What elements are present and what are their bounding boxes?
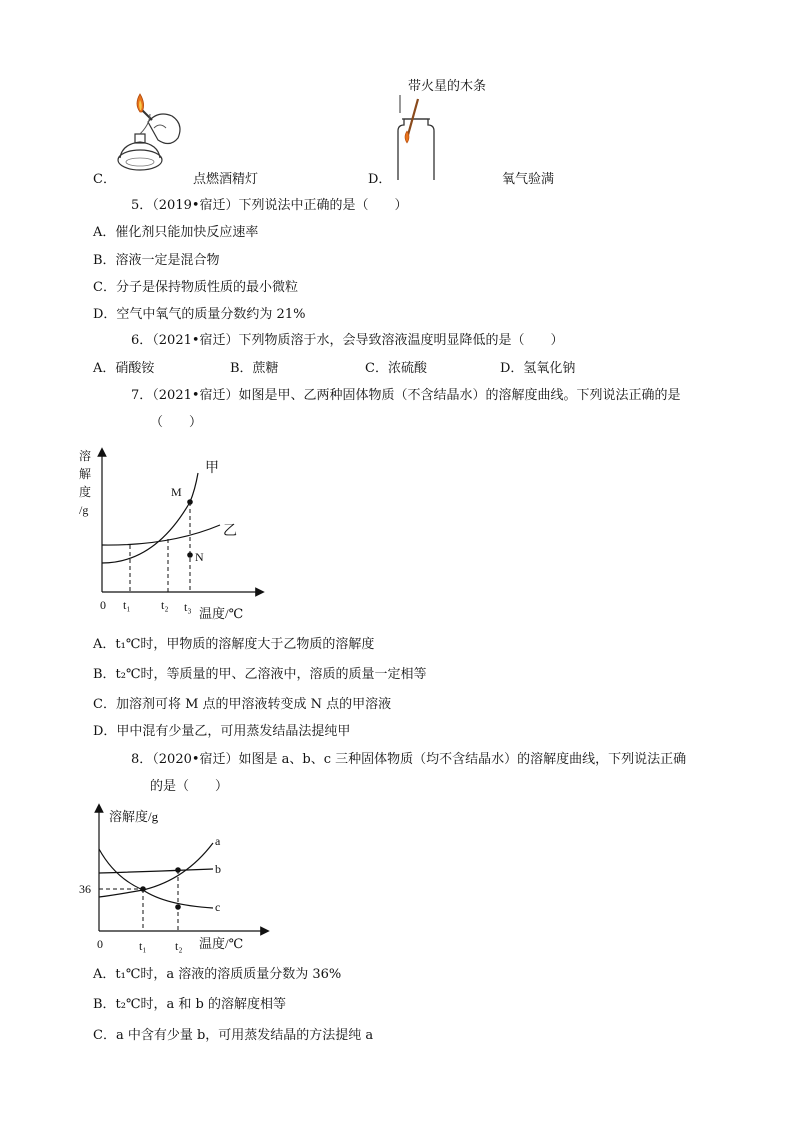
q7-tick-t1: t₁: [123, 598, 131, 612]
q5-option-d: D．空气中氧气的质量分数约为 21%: [93, 307, 306, 322]
q7-y-label-3: 度: [79, 485, 92, 499]
q7-y-label-1: 溶: [79, 449, 92, 463]
q8-x-label: 温度/℃: [199, 936, 244, 951]
q8-solubility-graph: [75, 803, 275, 958]
q8-curve-label-c: c: [215, 900, 221, 914]
q8-tick-t2: t₂: [175, 939, 183, 953]
q7-curve-label-yi: 乙: [223, 524, 237, 539]
q7-option-c: C．加溶剂可将 M 点的甲溶液转变成 N 点的甲溶液: [93, 697, 392, 712]
q7-y-label-2: 解: [79, 467, 92, 481]
q5-option-a: A．催化剂只能加快反应速率: [93, 225, 259, 240]
q7-curve-label-jia: 甲: [205, 461, 219, 476]
q7-stem-line1: 7．（2021•宿迁）如图是甲、乙两种固体物质（不含结晶水）的溶解度曲线。下列说法正确的是: [131, 388, 681, 403]
q8-tick-t1: t₁: [139, 939, 147, 953]
q8-stem-line2: 的是（ ）: [150, 779, 229, 794]
q5-option-b: B．溶液一定是混合物: [93, 253, 220, 268]
q8-curve-label-a: a: [215, 834, 221, 848]
q7-tick-t2: t₂: [161, 598, 169, 612]
q8-y-label: 溶解度/g: [109, 809, 159, 824]
q8-stem-line1: 8．（2020•宿迁）如图是 a、b、c 三种固体物质（均不含结晶水）的溶解度曲线，下列说法正确: [131, 752, 687, 767]
q8-option-a: A．t₁℃时，a 溶液的溶质质量分数为 36%: [93, 967, 342, 982]
q4-option-d-letter: D．: [368, 172, 392, 187]
oxygen-full-test-figure: [392, 95, 442, 185]
q5-option-c: C．分子是保持物质性质的最小微粒: [93, 280, 298, 295]
q6-option-b: B．蔗糖: [230, 361, 279, 376]
q7-point-m: M: [171, 485, 182, 499]
q4-option-c-caption: 点燃酒精灯: [193, 172, 259, 187]
q8-curve-label-b: b: [215, 862, 221, 876]
q4-option-d-caption: 氧气验满: [502, 172, 555, 187]
q8-y-value-36: 36: [79, 882, 91, 896]
q5-stem: 5．（2019•宿迁）下列说法中正确的是（ ）: [131, 198, 408, 213]
q7-option-a: A．t₁℃时，甲物质的溶解度大于乙物质的溶解度: [93, 637, 375, 652]
q7-stem-line2: （ ）: [150, 415, 203, 430]
q4-option-c-letter: C．: [93, 172, 116, 187]
q6-stem: 6．（2021•宿迁）下列物质溶于水，会导致溶液温度明显降低的是（ ）: [131, 333, 564, 348]
q7-option-b: B．t₂℃时，等质量的甲、乙溶液中，溶质的质量一定相等: [93, 667, 427, 682]
q7-tick-t3: t₃: [184, 600, 192, 614]
q7-option-d: D．甲中混有少量乙，可用蒸发结晶法提纯甲: [93, 724, 351, 739]
q7-origin: 0: [100, 598, 106, 612]
q7-y-label-4: /g: [79, 503, 89, 517]
q6-option-c: C．浓硫酸: [365, 361, 427, 376]
q4-option-d-top-label: 带火星的木条: [408, 79, 487, 94]
q8-origin: 0: [97, 937, 103, 951]
q6-option-a: A．硝酸铵: [93, 361, 155, 376]
q8-option-b: B．t₂℃时，a 和 b 的溶解度相等: [93, 997, 287, 1012]
q7-solubility-graph: [75, 440, 275, 625]
alcohol-lamp-lighting-figure: [110, 92, 200, 182]
q6-option-d: D．氢氧化钠: [500, 361, 576, 376]
q7-x-label: 温度/℃: [199, 606, 244, 621]
q8-option-c: C．a 中含有少量 b，可用蒸发结晶的方法提纯 a: [93, 1028, 374, 1043]
q7-point-n: N: [195, 550, 204, 564]
